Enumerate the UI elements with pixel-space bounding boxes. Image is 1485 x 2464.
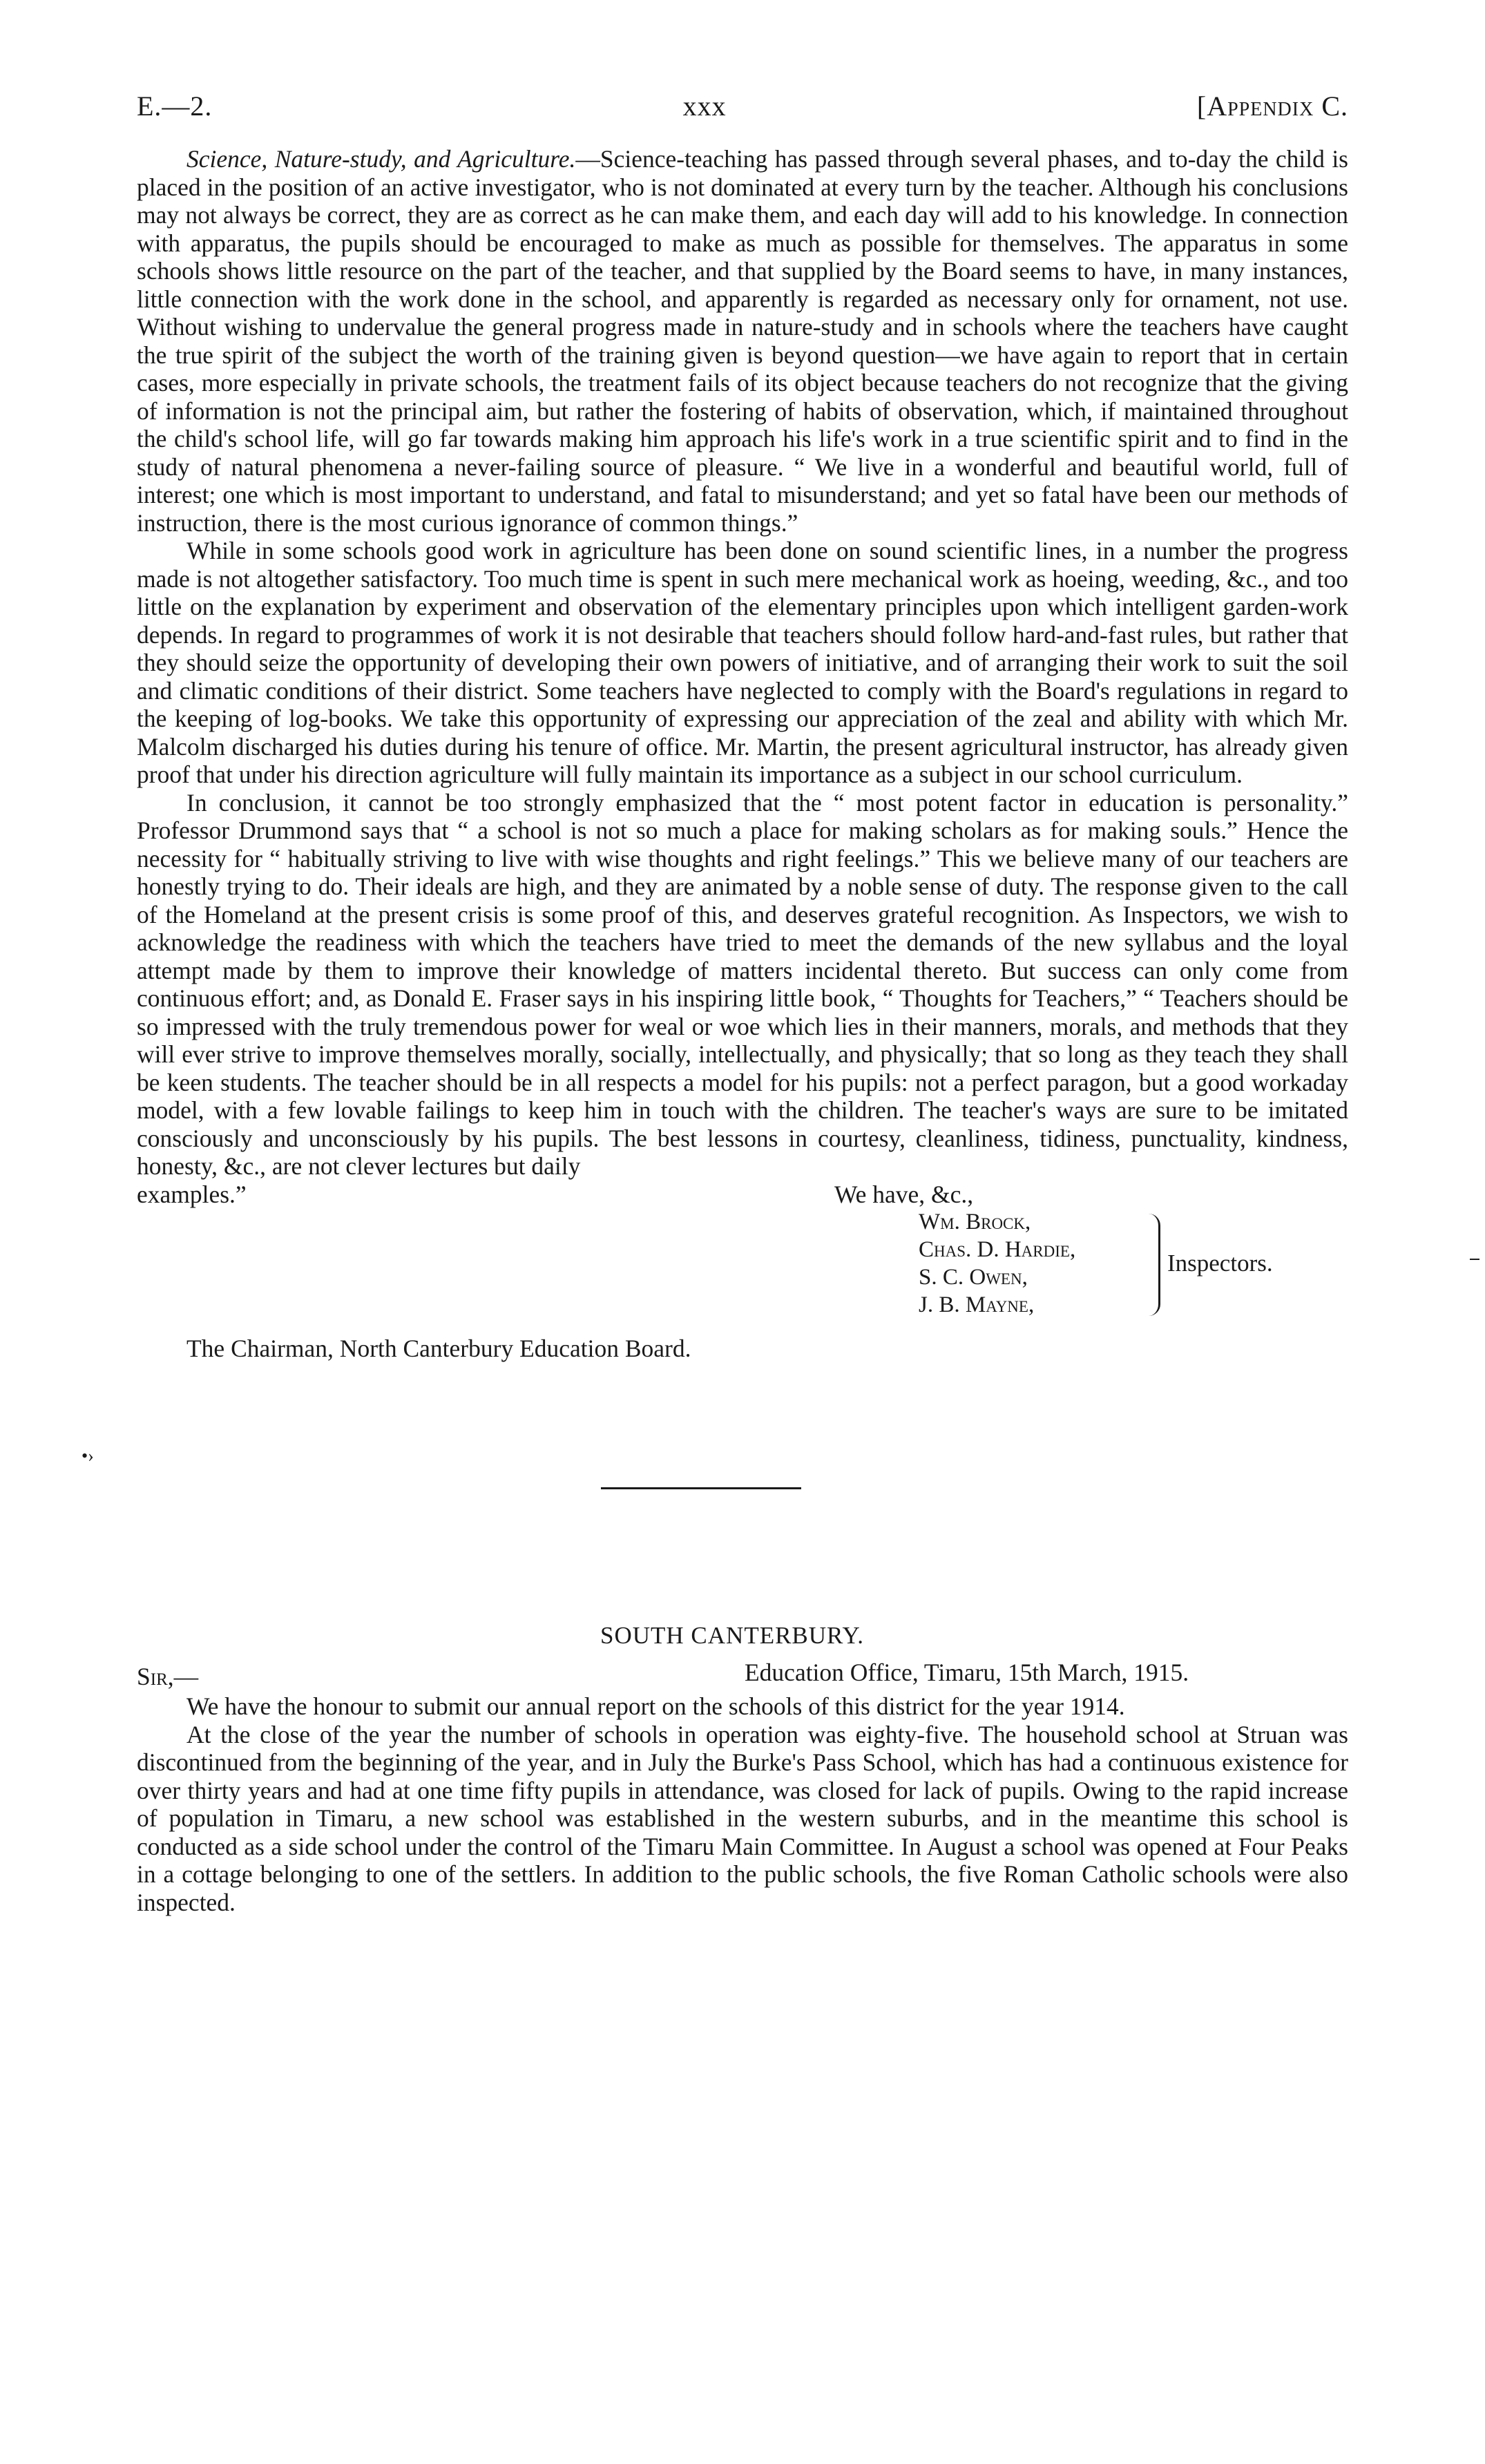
closing-last-line: examples.” — [137, 1180, 247, 1208]
paragraph-agriculture: While in some schools good work in agriculture has been done on sound scientific lines, in a number the progress made is not altogether satisfactory. Too much time is spent in such mere mechanical work as hoeing, weeding, &c., and too little on the explanation by experiment and observation of the elementary principles upon which intelligent garden-work depends. In regard to programmes of work it is not desirable that teachers should follow hard-and-fast rules, but rather that they should seize the opportunity of developing their own powers of initiative, and of arranging their work to suit the soil and climatic conditions of their district. Some teachers have neglected to comply with the Board's regulations in regard to the keeping of log-books. We take this opportunity of expressing our appreciation of the zeal and ability with which Mr. Malcolm discharged his duties during his tenure of office. Mr. Martin, the present agricultural instructor, has already given proof that under his direction agriculture will fully maintain its importance as a subject in our school curriculum. — [137, 537, 1348, 788]
paragraph-submit: We have the honour to submit our annual report on the schools of this district for the year 1914. — [186, 1692, 1125, 1720]
document-page — [137, 90, 1348, 1916]
header-right: [Appendix C. — [1196, 90, 1348, 122]
signatory-name: Wm. Brock, — [919, 1210, 1031, 1234]
brace-symbol — [1149, 1214, 1160, 1316]
section-divider — [601, 1487, 801, 1489]
addressee: The Chairman, North Canterbury Education Board. — [186, 1335, 691, 1362]
paragraph-lead: Science, Nature-study, and Agriculture. — [186, 145, 576, 173]
signatory-name: Chas. D. Hardie, — [919, 1237, 1076, 1262]
closing-salutation: We have, &c., — [834, 1180, 974, 1208]
signatory-name: S. C. Owen, — [919, 1265, 1028, 1290]
signoff-line — [137, 1181, 1348, 1209]
signatory-role: Inspectors. — [1167, 1250, 1273, 1277]
signature-block — [137, 1208, 1348, 1319]
header-left: E.—2. — [137, 90, 213, 122]
margin-dash — [1470, 1259, 1479, 1260]
signatory-name: J. B. Mayne, — [919, 1292, 1035, 1317]
page-header — [137, 90, 1348, 145]
header-center: xxx — [682, 90, 727, 122]
office-date-line: Education Office, Timaru, 15th March, 1915. — [745, 1659, 1189, 1686]
letter-head — [137, 1658, 1348, 1692]
paragraph-schools: At the close of the year the number of schools in operation was eighty-five. The household school at Struan was discontinued from the beginning of the year, and in July the Burke's Pass School, which has had a continuous existence for over thirty years and had at one time fifty pupils in attendance, was closed for lack of pupils. Owing to the rapid increase of population in Timaru, a new school was established in the western suburbs, and in the meantime this school is conducted as a side school under the control of the Timaru Main Committee. In August a school was opened at Four Peaks in a cottage belonging to one of the settlers. In addition to the public schools, the five Roman Catholic schools were also inspected. — [137, 1720, 1348, 1916]
margin-mark-icon: •› — [82, 1446, 94, 1466]
paragraph-science — [137, 145, 1348, 537]
section-title: SOUTH CANTERBURY. — [600, 1622, 864, 1649]
paragraph-conclusion: In conclusion, it cannot be too strongly emphasized that the “ most potent factor in education is personality.” Professor Drummond says that “ a school is not so much a place for making scholars as for making souls.” Hence the necessity for “ habitually striving to live with wise thoughts and right feelings.” This we believe many of our teachers are honestly trying to do. Their ideals are high, and they are animated by a noble sense of duty. The response given to the call of the Homeland at the present crisis is some proof of this, and deserves grateful recognition. As Inspectors, we wish to acknowledge the readiness with which the teachers have tried to meet the demands of the new syllabus and the loyal attempt made by them to improve their knowledge of matters incidental thereto. But success can only come from continuous effort; and, as Donald E. Fraser says in his inspiring little book, “ Thoughts for Teachers,” “ Teachers should be so impressed with the truly tremendous power for weal or woe which lies in their manners, morals, and methods that they will ever strive to improve themselves morally, socially, intellectually, and physically; that so long as they teach they shall be keen students. The teacher should be in all respects a model for his pupils: not a perfect paragon, but a good workaday model, with a few lovable failings to keep him in touch with the children. The teacher's ways are sure to be imitated consciously and unconsciously by his pupils. The best lessons in courtesy, cleanliness, tidiness, punctuality, kindness, honesty, &c., are not clever lectures but daily — [137, 788, 1348, 1180]
paragraph-text: —Science-teaching has passed through several phases, and to-day the child is placed in the position of an active investigator, who is not dominated at every turn by the teacher. Although his conclusions may not always be correct, they are as correct as he can make them, and each day will add to his knowledge. In connection with apparatus, the pupils should be encouraged to make as much as possible for themselves. The apparatus in some schools shows little resource on the part of the teacher, and that supplied by the Board seems to have, in many instances, little connection with the work done in the school, and apparently is regarded as necessary only for ornament, not use. Without wishing to undervalue the general progress made in nature-study and in schools where the teachers have caught the true spirit of the subject the worth of the training given is beyond question—we have again to report that in certain cases, more especially in private schools, the treatment fails of its object because teachers do not recognize that the giving of information is not the principal aim, but rather the fostering of habits of observation, which, if maintained throughout the child's school life, will go far towards making him approach his life's work in a true scientific spirit and to find in the study of natural phenomena a never-failing source of pleasure. “ We live in a wonderful and beautiful world, full of interest; one which is most important to understand, and fatal to misunderstand; and yet so fatal have been our methods of instruction, there is the most curious ignorance of common things.” — [137, 145, 1348, 537]
letter-salutation: Sir,— — [137, 1663, 199, 1690]
signatory-list — [919, 1208, 1075, 1319]
